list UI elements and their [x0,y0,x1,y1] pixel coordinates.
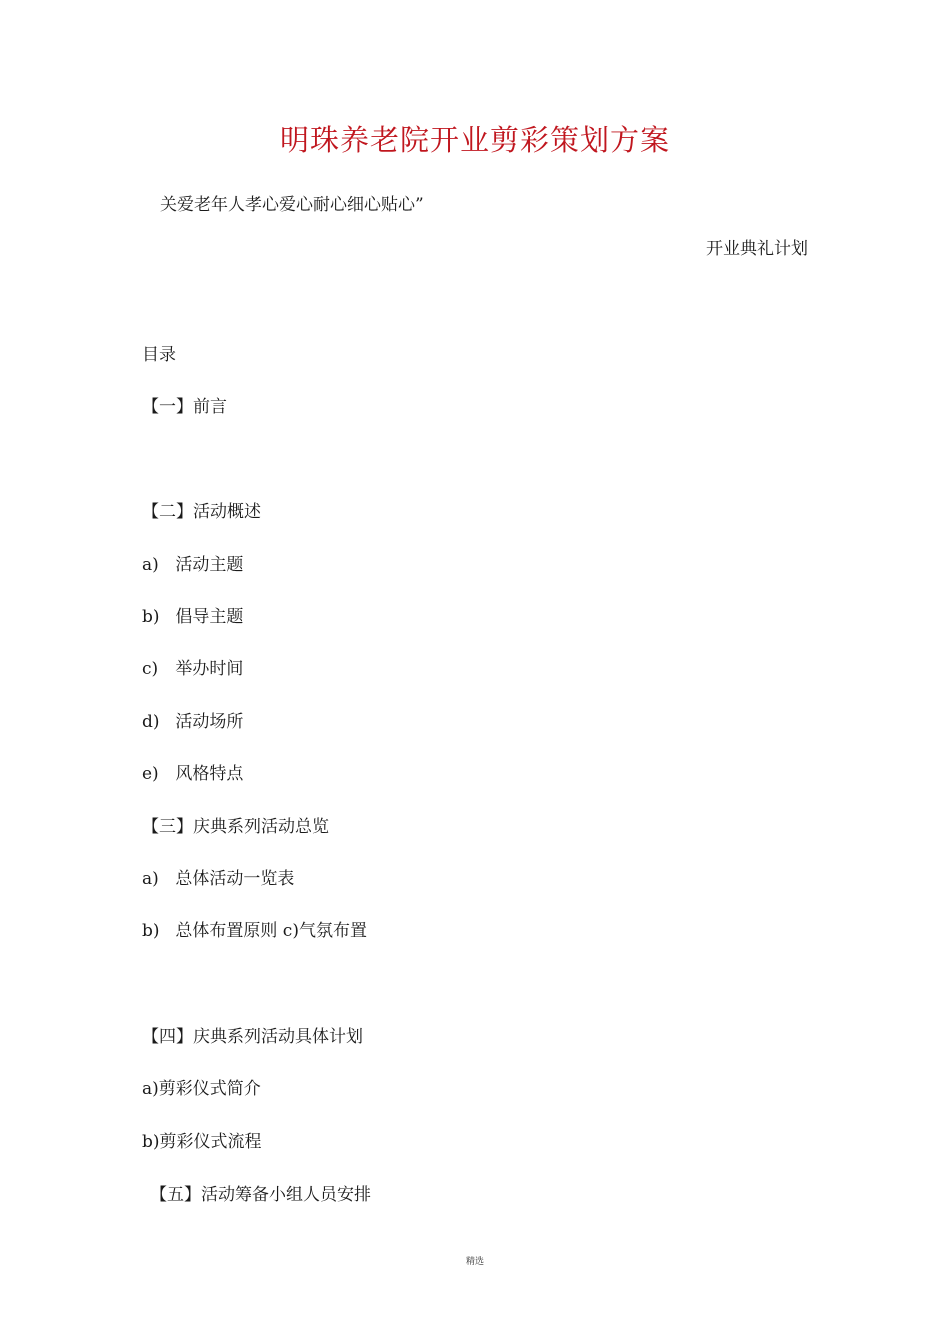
toc-heading: 目录 [142,345,176,365]
toc-section-1: 【一】前言 [142,397,227,417]
toc-item-label: b) [142,607,160,627]
toc-item-4b [142,1127,262,1152]
toc-item-text: 倡导主题 [175,607,244,627]
document-title: 明珠养老院开业剪彩策划方案 [279,123,670,157]
toc-section-4: 【四】庆典系列活动具体计划 [142,1027,363,1047]
toc-section-5: 【五】活动筹备小组人员安排 [150,1185,371,1205]
toc-item-text: 剪彩仪式流程 [159,1132,262,1152]
toc-item-label: b) [142,921,160,941]
toc-item-text: 风格特点 [175,764,244,784]
toc-item-label: d) [142,712,160,732]
toc-item-text: 活动主题 [175,555,244,575]
toc-item-text: 剪彩仪式简介 [158,1079,261,1099]
toc-item-label: e) [142,764,159,784]
toc-item-label: c) [142,659,159,679]
toc-item-3b [142,916,367,941]
toc-item-text: 活动场所 [175,712,244,732]
toc-item-4a [142,1074,261,1099]
toc-item-label: a) [142,1079,159,1099]
toc-item-2c [142,654,243,679]
toc-item-label: a) [142,555,159,575]
toc-item-label: b) [142,1132,160,1152]
toc-item-2e [142,759,243,784]
toc-item-text: 举办时间 [175,659,244,679]
toc-item-2a [142,550,243,575]
toc-section-3: 【三】庆典系列活动总览 [142,817,329,837]
toc-item-text: 总体活动一览表 [175,869,295,889]
toc-item-text: 总体布置原则 c)气氛布置 [175,921,367,941]
toc-item-3a [142,864,294,889]
toc-item-2b [142,602,243,627]
plan-subtitle: 开业典礼计划 [706,239,808,259]
slogan: 关爱老年人孝心爱心耐心细心贴心” [160,195,424,215]
page-footer: 精选 [465,1257,484,1267]
toc-section-2: 【二】活动概述 [142,502,261,522]
toc-item-2d [142,707,243,732]
toc-item-label: a) [142,869,159,889]
